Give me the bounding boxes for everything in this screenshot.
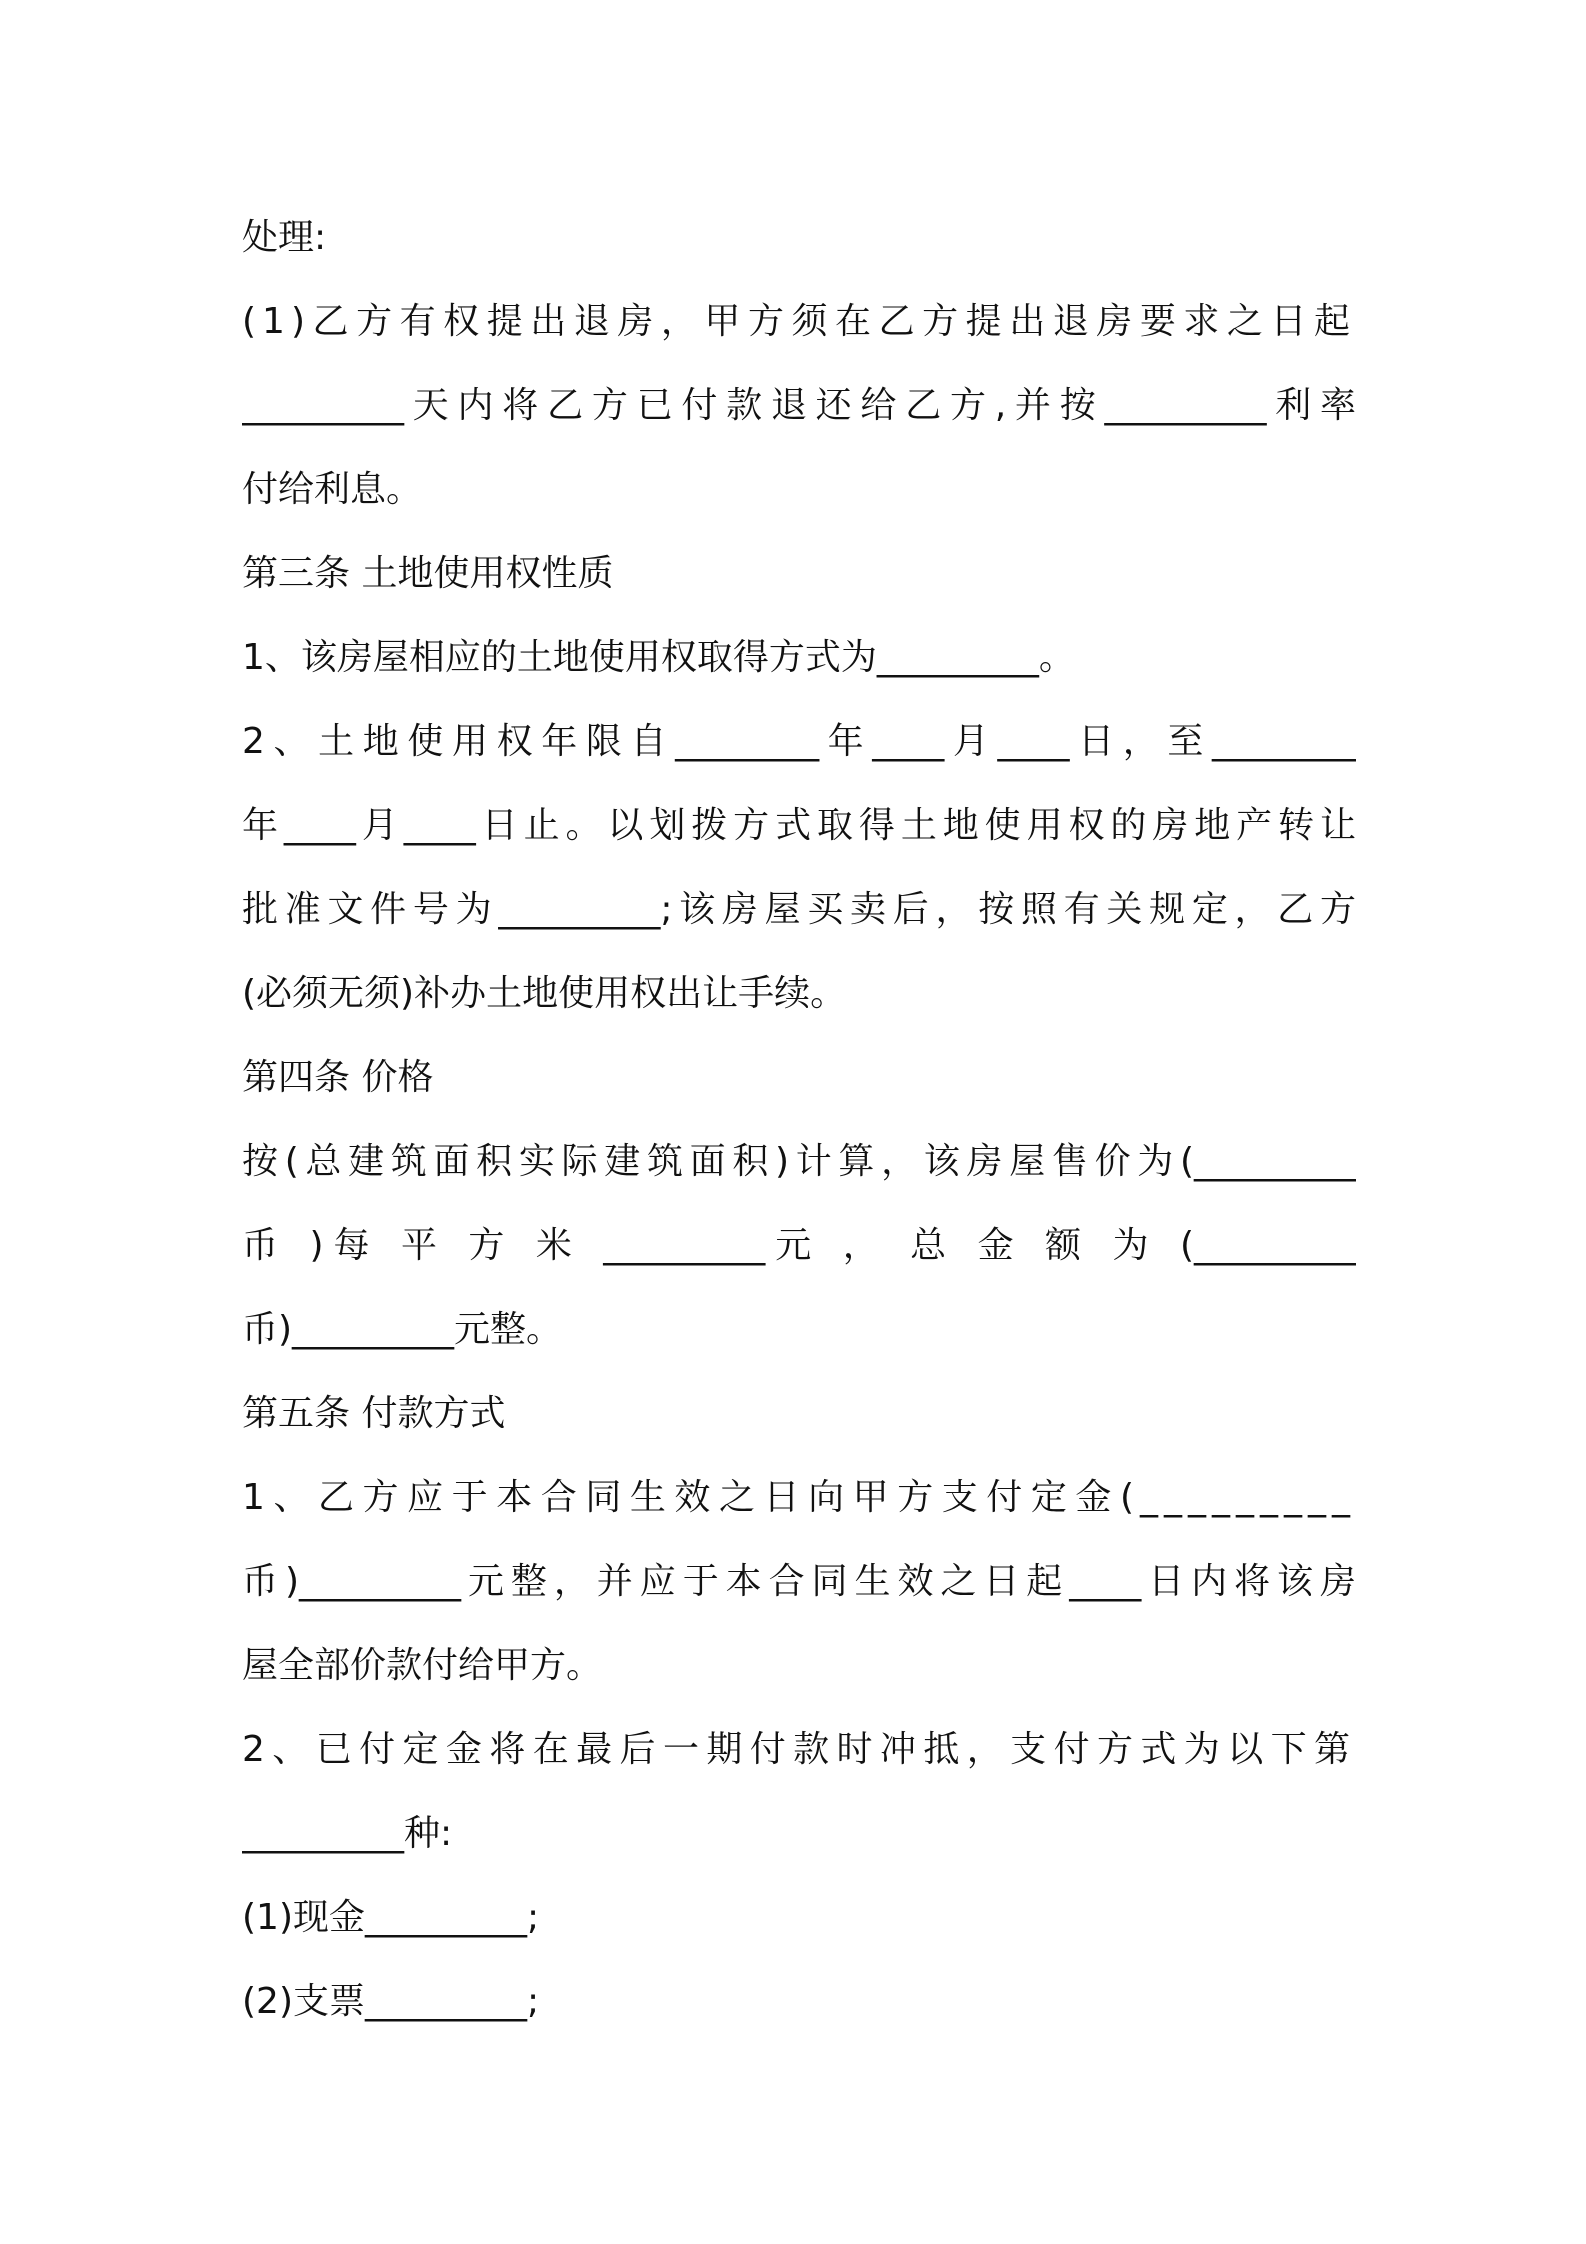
text-line: 币)_________元整，并应于本合同生效之日起____日内将该房 — [242, 1561, 1356, 1602]
text-line: 屋全部价款付给甲方。 — [242, 1645, 603, 1686]
text-line: 处理: — [242, 217, 327, 258]
text-line: 币)_________元整。 — [242, 1309, 563, 1350]
section-heading: 第五条 付款方式 — [242, 1393, 506, 1434]
text-line: (1)现金_________; — [242, 1897, 540, 1938]
text-line: 1、该房屋相应的土地使用权取得方式为_________。 — [242, 637, 1075, 678]
text-line: 2、已付定金将在最后一期付款时冲抵，支付方式为以下第 — [242, 1729, 1356, 1770]
text-line: 批准文件号为_________;该房屋买卖后，按照有关规定，乙方 — [242, 889, 1356, 930]
text-line: 币 )每 平 方 米 _________元 ， 总 金 额 为 (_________ — [242, 1225, 1356, 1266]
text-line: 年____月____日止。以划拨方式取得土地使用权的房地产转让 — [242, 805, 1356, 846]
text-line: 2、土地使用权年限自________年____月____日，至________ — [242, 721, 1356, 762]
text-line: _________种: — [242, 1813, 453, 1854]
text-line: 按(总建筑面积实际建筑面积)计算，该房屋售价为(_________ — [242, 1141, 1356, 1182]
text-line: 付给利息。 — [242, 469, 423, 510]
text-line: 1、乙方应于本合同生效之日向甲方支付定金(_________ — [242, 1477, 1356, 1518]
text-line: (1)乙方有权提出退房，甲方须在乙方提出退房要求之日起 — [242, 301, 1356, 342]
document-body — [242, 196, 1356, 2044]
section-heading: 第三条 土地使用权性质 — [242, 553, 614, 594]
text-line: (必须无须)补办土地使用权出让手续。 — [242, 973, 847, 1014]
text-line: _________天内将乙方已付款退还给乙方,并按_________利率 — [242, 385, 1356, 426]
section-heading: 第四条 价格 — [242, 1057, 434, 1098]
text-line: (2)支票_________; — [242, 1981, 540, 2022]
